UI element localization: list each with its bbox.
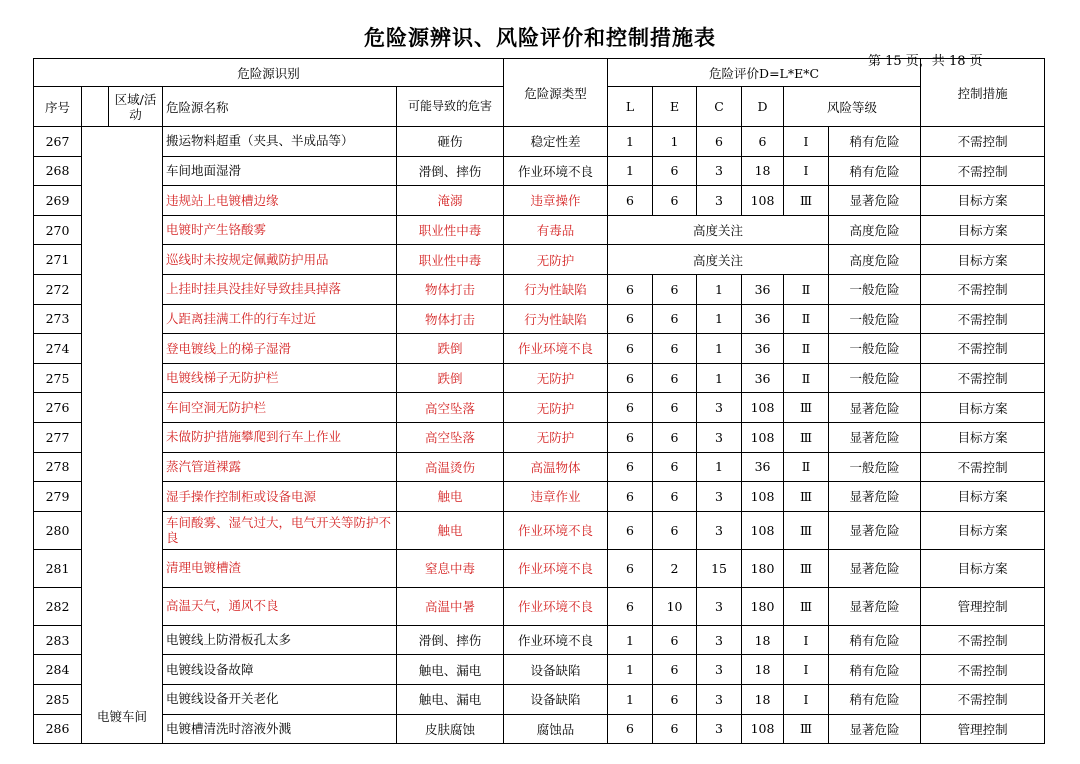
cell-control: 不需控制 [921, 363, 1045, 393]
cell-merged: 高度关注 [608, 215, 829, 245]
cell-C: 3 [697, 422, 742, 452]
cell-L: 1 [608, 127, 653, 157]
table-row [34, 482, 1045, 512]
cell-grade: Ⅰ [784, 625, 829, 655]
cell-control: 不需控制 [921, 684, 1045, 714]
cell-type: 稳定性差 [504, 127, 608, 157]
cell-harm: 滑倒、摔伤 [397, 156, 504, 186]
cell-L: 1 [608, 625, 653, 655]
cell-E: 6 [653, 511, 697, 549]
cell-D: 6 [742, 127, 784, 157]
cell-type: 作业环境不良 [504, 625, 608, 655]
cell-type: 无防护 [504, 245, 608, 275]
cell-control: 目标方案 [921, 511, 1045, 549]
cell-harm: 物体打击 [397, 304, 504, 334]
cell-C: 3 [697, 587, 742, 625]
table-row [34, 393, 1045, 423]
cell-L: 1 [608, 655, 653, 685]
cell-level: 高度危险 [829, 245, 921, 275]
cell-name: 车间地面湿滑 [163, 156, 397, 186]
cell-control: 不需控制 [921, 156, 1045, 186]
table-row [34, 655, 1045, 685]
table-row [34, 334, 1045, 364]
cell-type: 行为性缺陷 [504, 304, 608, 334]
cell-seq: 280 [34, 511, 82, 549]
cell-D: 108 [742, 511, 784, 549]
cell-grade: Ⅲ [784, 549, 829, 587]
cell-type: 违章作业 [504, 482, 608, 512]
cell-grade: Ⅰ [784, 655, 829, 685]
table-row [34, 127, 1045, 157]
cell-harm: 触电、漏电 [397, 655, 504, 685]
cell-grade: Ⅱ [784, 304, 829, 334]
cell-level: 显著危险 [829, 587, 921, 625]
cell-E: 6 [653, 482, 697, 512]
cell-control: 管理控制 [921, 714, 1045, 744]
group-evaluation-header: 危险评价D=L*E*C [608, 59, 921, 87]
cell-L: 6 [608, 482, 653, 512]
hazard-table [33, 58, 1045, 744]
cell-name: 人距离挂满工件的行车过近 [163, 304, 397, 334]
cell-L: 6 [608, 714, 653, 744]
cell-name: 电镀线梯子无防护栏 [163, 363, 397, 393]
cell-level: 显著危险 [829, 511, 921, 549]
cell-level: 稍有危险 [829, 655, 921, 685]
risk-level-header: 风险等级 [784, 87, 921, 127]
D-header: D [742, 87, 784, 127]
cell-harm: 触电、漏电 [397, 684, 504, 714]
cell-seq: 285 [34, 684, 82, 714]
document-title: 危险源辨识、风险评价和控制措施表 [364, 26, 716, 50]
cell-harm: 高空坠落 [397, 422, 504, 452]
cell-D: 18 [742, 156, 784, 186]
cell-harm: 触电 [397, 511, 504, 549]
cell-name: 搬运物料超重（夹具、半成品等） [163, 127, 397, 157]
cell-seq: 268 [34, 156, 82, 186]
cell-level: 一般危险 [829, 452, 921, 482]
cell-grade: Ⅱ [784, 334, 829, 364]
table-row [34, 511, 1045, 549]
cell-E: 6 [653, 393, 697, 423]
cell-type: 无防护 [504, 393, 608, 423]
cell-D: 36 [742, 452, 784, 482]
cell-type: 作业环境不良 [504, 587, 608, 625]
cell-C: 1 [697, 334, 742, 364]
cell-C: 6 [697, 127, 742, 157]
table-row [34, 422, 1045, 452]
control-header: 控制措施 [921, 59, 1045, 127]
cell-name: 未做防护措施攀爬到行车上作业 [163, 422, 397, 452]
cell-control: 目标方案 [921, 215, 1045, 245]
cell-name: 巡线时未按规定佩戴防护用品 [163, 245, 397, 275]
cell-C: 1 [697, 452, 742, 482]
table-row [34, 156, 1045, 186]
cell-grade: Ⅰ [784, 156, 829, 186]
cell-grade: Ⅱ [784, 363, 829, 393]
cell-grade: Ⅲ [784, 186, 829, 216]
cell-level: 稍有危险 [829, 127, 921, 157]
cell-harm: 滑倒、摔伤 [397, 625, 504, 655]
cell-D: 36 [742, 304, 784, 334]
cell-C: 3 [697, 655, 742, 685]
table-row [34, 587, 1045, 625]
cell-control: 不需控制 [921, 334, 1045, 364]
cell-grade: Ⅱ [784, 452, 829, 482]
cell-L: 1 [608, 684, 653, 714]
cell-L: 6 [608, 452, 653, 482]
cell-L: 6 [608, 422, 653, 452]
cell-level: 稍有危险 [829, 684, 921, 714]
cell-harm: 窒息中毒 [397, 549, 504, 587]
cell-grade: Ⅲ [784, 422, 829, 452]
cell-name: 上挂时挂具没挂好导致挂具掉落 [163, 274, 397, 304]
table-row [34, 274, 1045, 304]
table-row [34, 452, 1045, 482]
cell-C: 3 [697, 186, 742, 216]
cell-name: 电镀槽清洗时溶液外溅 [163, 714, 397, 744]
cell-type: 设备缺陷 [504, 655, 608, 685]
cell-control: 目标方案 [921, 393, 1045, 423]
cell-type: 违章操作 [504, 186, 608, 216]
cell-control: 目标方案 [921, 549, 1045, 587]
cell-control: 目标方案 [921, 186, 1045, 216]
cell-seq: 267 [34, 127, 82, 157]
cell-level: 稍有危险 [829, 625, 921, 655]
cell-D: 108 [742, 186, 784, 216]
cell-control: 目标方案 [921, 482, 1045, 512]
cell-E: 6 [653, 156, 697, 186]
cell-seq: 275 [34, 363, 82, 393]
table-row [34, 215, 1045, 245]
cell-L: 6 [608, 274, 653, 304]
cell-L: 6 [608, 334, 653, 364]
cell-control: 管理控制 [921, 587, 1045, 625]
cell-name: 车间酸雾、湿气过大，电气开关等防护不良 [163, 511, 397, 549]
table-row [34, 304, 1045, 334]
cell-grade: Ⅲ [784, 511, 829, 549]
cell-control: 目标方案 [921, 422, 1045, 452]
cell-name: 电镀线设备故障 [163, 655, 397, 685]
cell-harm: 物体打击 [397, 274, 504, 304]
cell-E: 6 [653, 422, 697, 452]
cell-grade: Ⅰ [784, 127, 829, 157]
cell-E: 6 [653, 714, 697, 744]
cell-level: 显著危险 [829, 482, 921, 512]
page-info: 第 15 页，共 18 页 [868, 54, 983, 69]
table-row [34, 684, 1045, 714]
cell-type: 无防护 [504, 363, 608, 393]
cell-merged: 高度关注 [608, 245, 829, 275]
cell-seq: 281 [34, 549, 82, 587]
cell-control: 不需控制 [921, 655, 1045, 685]
cell-seq: 276 [34, 393, 82, 423]
table-row [34, 363, 1045, 393]
cell-harm: 皮肤腐蚀 [397, 714, 504, 744]
L-header: L [608, 87, 653, 127]
cell-D: 180 [742, 587, 784, 625]
cell-control: 不需控制 [921, 304, 1045, 334]
seq-header: 序号 [34, 87, 82, 127]
cell-type: 行为性缺陷 [504, 274, 608, 304]
cell-level: 一般危险 [829, 363, 921, 393]
cell-control: 不需控制 [921, 625, 1045, 655]
cell-grade: Ⅲ [784, 393, 829, 423]
cell-name: 电镀线设备开关老化 [163, 684, 397, 714]
cell-name: 违规站上电镀槽边缘 [163, 186, 397, 216]
cell-type: 高温物体 [504, 452, 608, 482]
cell-E: 6 [653, 363, 697, 393]
cell-name: 高温天气，通风不良 [163, 587, 397, 625]
cell-type: 无防护 [504, 422, 608, 452]
cell-harm: 跌倒 [397, 363, 504, 393]
cell-harm: 砸伤 [397, 127, 504, 157]
cell-level: 稍有危险 [829, 156, 921, 186]
cell-C: 3 [697, 511, 742, 549]
cell-D: 108 [742, 482, 784, 512]
cell-seq: 271 [34, 245, 82, 275]
cell-harm: 职业性中毒 [397, 215, 504, 245]
cell-level: 一般危险 [829, 304, 921, 334]
cell-E: 6 [653, 655, 697, 685]
cell-D: 108 [742, 714, 784, 744]
cell-seq: 286 [34, 714, 82, 744]
cell-type: 作业环境不良 [504, 549, 608, 587]
area-cell: 电镀车间 [82, 127, 163, 744]
cell-D: 108 [742, 422, 784, 452]
cell-name: 清理电镀槽渣 [163, 549, 397, 587]
cell-name: 车间空洞无防护栏 [163, 393, 397, 423]
cell-control: 不需控制 [921, 452, 1045, 482]
cell-D: 18 [742, 684, 784, 714]
hazard-name-header: 危险源名称 [163, 87, 397, 127]
cell-grade: Ⅱ [784, 274, 829, 304]
cell-name: 湿手操作控制柜或设备电源 [163, 482, 397, 512]
cell-seq: 273 [34, 304, 82, 334]
cell-type: 设备缺陷 [504, 684, 608, 714]
cell-L: 6 [608, 393, 653, 423]
cell-type: 腐蚀品 [504, 714, 608, 744]
cell-D: 18 [742, 655, 784, 685]
cell-grade: Ⅰ [784, 684, 829, 714]
table-row [34, 186, 1045, 216]
cell-type: 有毒品 [504, 215, 608, 245]
cell-E: 6 [653, 304, 697, 334]
cell-name: 蒸汽管道裸露 [163, 452, 397, 482]
cell-level: 显著危险 [829, 714, 921, 744]
table-row [34, 549, 1045, 587]
cell-harm: 高温烫伤 [397, 452, 504, 482]
cell-L: 6 [608, 186, 653, 216]
cell-C: 1 [697, 274, 742, 304]
cell-L: 6 [608, 549, 653, 587]
cell-harm: 触电 [397, 482, 504, 512]
cell-D: 18 [742, 625, 784, 655]
cell-D: 36 [742, 334, 784, 364]
cell-E: 10 [653, 587, 697, 625]
cell-seq: 274 [34, 334, 82, 364]
cell-seq: 283 [34, 625, 82, 655]
cell-L: 6 [608, 511, 653, 549]
group-identification-header: 危险源识别 [34, 59, 504, 87]
cell-D: 36 [742, 274, 784, 304]
cell-seq: 269 [34, 186, 82, 216]
cell-E: 6 [653, 186, 697, 216]
table-row [34, 245, 1045, 275]
cell-L: 6 [608, 363, 653, 393]
cell-type: 作业环境不良 [504, 334, 608, 364]
cell-D: 180 [742, 549, 784, 587]
cell-seq: 282 [34, 587, 82, 625]
cell-control: 不需控制 [921, 127, 1045, 157]
cell-seq: 284 [34, 655, 82, 685]
cell-E: 1 [653, 127, 697, 157]
cell-seq: 277 [34, 422, 82, 452]
cell-harm: 高空坠落 [397, 393, 504, 423]
cell-C: 3 [697, 684, 742, 714]
cell-control: 目标方案 [921, 245, 1045, 275]
cell-grade: Ⅲ [784, 482, 829, 512]
cell-E: 6 [653, 684, 697, 714]
cell-C: 15 [697, 549, 742, 587]
table-row [34, 714, 1045, 744]
cell-grade: Ⅲ [784, 714, 829, 744]
cell-harm: 跌倒 [397, 334, 504, 364]
cell-L: 6 [608, 587, 653, 625]
cell-name: 电镀线上防滑板孔太多 [163, 625, 397, 655]
cell-type: 作业环境不良 [504, 156, 608, 186]
cell-E: 6 [653, 334, 697, 364]
cell-harm: 淹溺 [397, 186, 504, 216]
area-header: 区域/活动 [109, 87, 163, 127]
cell-name: 电镀时产生铬酸雾 [163, 215, 397, 245]
cell-harm: 高温中暑 [397, 587, 504, 625]
cell-type: 作业环境不良 [504, 511, 608, 549]
cell-level: 显著危险 [829, 549, 921, 587]
cell-C: 3 [697, 714, 742, 744]
cell-E: 2 [653, 549, 697, 587]
cell-level: 显著危险 [829, 422, 921, 452]
cell-level: 一般危险 [829, 274, 921, 304]
table-row [34, 625, 1045, 655]
cell-L: 1 [608, 156, 653, 186]
cell-C: 3 [697, 625, 742, 655]
cell-level: 一般危险 [829, 334, 921, 364]
cell-level: 显著危险 [829, 393, 921, 423]
table-body [34, 127, 1045, 744]
cell-level: 显著危险 [829, 186, 921, 216]
cell-D: 108 [742, 393, 784, 423]
cell-seq: 270 [34, 215, 82, 245]
cell-L: 6 [608, 304, 653, 334]
cell-seq: 278 [34, 452, 82, 482]
cell-C: 3 [697, 156, 742, 186]
cell-D: 36 [742, 363, 784, 393]
cell-level: 高度危险 [829, 215, 921, 245]
cell-E: 6 [653, 452, 697, 482]
possible-harm-header: 可能导致的危害 [397, 87, 504, 127]
cell-E: 6 [653, 625, 697, 655]
hazard-type-header: 危险源类型 [504, 59, 608, 127]
E-header: E [653, 87, 697, 127]
cell-C: 1 [697, 304, 742, 334]
cell-C: 3 [697, 482, 742, 512]
cell-C: 1 [697, 363, 742, 393]
cell-C: 3 [697, 393, 742, 423]
blank-header [82, 87, 109, 127]
cell-grade: Ⅲ [784, 587, 829, 625]
cell-E: 6 [653, 274, 697, 304]
cell-control: 不需控制 [921, 274, 1045, 304]
cell-harm: 职业性中毒 [397, 245, 504, 275]
cell-seq: 272 [34, 274, 82, 304]
C-header: C [697, 87, 742, 127]
cell-name: 登电镀线上的梯子湿滑 [163, 334, 397, 364]
cell-seq: 279 [34, 482, 82, 512]
